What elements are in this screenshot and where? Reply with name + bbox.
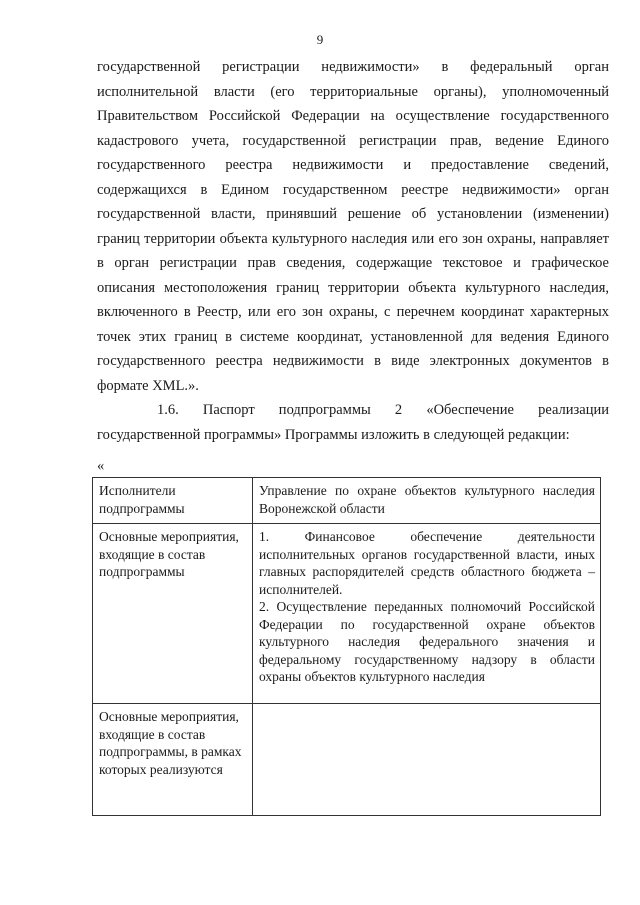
row-content-activities-in-scope [253, 704, 601, 816]
subprogram-passport-table [92, 477, 601, 816]
table-row [93, 478, 601, 524]
row-content-executors [253, 478, 601, 524]
row-content-main-activities [253, 524, 601, 704]
body-text [97, 55, 609, 447]
paragraph-passport-intro: 1.6. Паспорт подпрограммы 2 «Обеспечение реализации государственной программы» Программы изложить в следующей редакции: [97, 402, 609, 443]
paragraph-continuation: государственной регистрации недвижимости» в федеральный орган исполнительной власти (его территориальные органы), уполномоченный Правительством Российской Федерации на осуществление государственного кадастрового учета, государственной регистрации прав, ведение Единого государственного реестра недвижимости и предоставление сведений, содержащихся в Едином государственном реестре недвижимости» орган государственной власти, принявший решение об установлении (изменении) границ территории объекта культурного наследия или его зон охраны, направляет в орган регистрации прав сведения, содержащие текстовое и графическое описания местоположения границ территории объекта культурного наследия, включенного в Реестр, или его зон охраны, с перечнем координат характерных точек этих границ в системе координат, установленной для ведения Единого государственного реестра недвижимости в виде электронных документов в формате XML.». [97, 59, 609, 394]
page-number: 9 [316, 32, 324, 47]
cell-text: Управление по охране объектов культурного наследия Воронежской области [259, 483, 595, 516]
table-row [93, 704, 601, 816]
row-label-executors: Исполнители подпрограммы [93, 478, 253, 524]
row-label-main-activities: Основные мероприятия, входящие в состав подпрограммы [93, 524, 253, 704]
opening-quote-mark: « [97, 458, 105, 474]
table-row [93, 524, 601, 704]
row-label-activities-in-scope: Основные мероприятия, входящие в состав подпрограммы, в рамках которых реализуются [93, 704, 253, 816]
cell-text: 1. Финансовое обеспечение деятельности исполнительных органов государственной власти, иных главных распорядителей средств областного бюджета – исполнителей. [259, 529, 595, 597]
cell-text: 2. Осуществление переданных полномочий Российской Федерации по государственной охране объектов культурного наследия федерального значения и федеральному государственному надзору в области охраны объектов культурного наследия [259, 599, 595, 684]
